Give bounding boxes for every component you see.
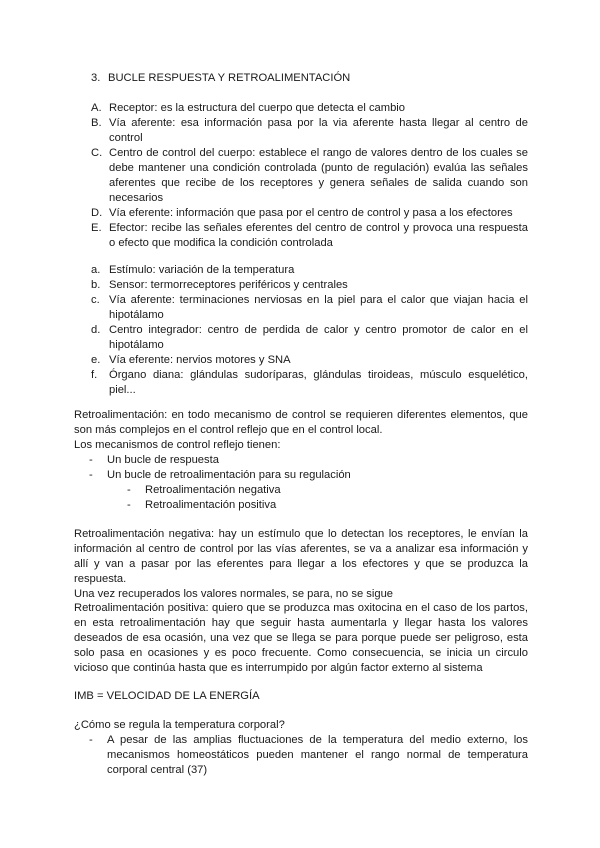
list-item-text: Efector: recibe las señales eferentes del centro de control y provoca una respuesta o efecto que modifica la condición controlada	[109, 222, 528, 249]
list-item-text: Vía eferente: información que pasa por el centro de control y pasa a los efectores	[109, 207, 513, 219]
list-marker: D.	[91, 207, 103, 219]
temperature-section	[74, 718, 528, 778]
list-item-text: Centro integrador: centro de perdida de calor y centro promotor de calor en el hipotálamo	[109, 324, 528, 351]
upper-list	[91, 101, 528, 251]
retro-negativa-text: Retroalimentación negativa: hay un estímulo que lo detectan los receptores, le envían la información al centro de control por las vías aferentes, se va a analizar esa información y allí y van a pasar por las eferentes para llegar a los efectores y que se produzca la respuesta.	[74, 528, 528, 585]
list-item-sensor	[91, 278, 528, 293]
list-marker: e.	[91, 354, 101, 366]
reflex-mechanisms-line: Los mecanismos de control reflejo tienen:	[74, 439, 281, 451]
dash-item-text: Un bucle de retroalimentación para su regulación	[107, 469, 351, 481]
sub-dash-item-text: Retroalimentación positiva	[145, 499, 277, 511]
list-item-text: Receptor: es la estructura del cuerpo que detecta el cambio	[109, 102, 406, 114]
dash-marker: -	[89, 454, 93, 466]
dash-item	[74, 468, 528, 483]
sub-dash-item	[74, 498, 528, 513]
list-item-text: Vía aferente: esa información pasa por la via aferente hasta llegar al centro de control	[109, 117, 528, 144]
temperature-question: ¿Cómo se regula la temperatura corporal?	[74, 719, 285, 731]
imb-line: IMB = VELOCIDAD DE LA ENERGÍA	[74, 690, 260, 702]
dash-marker: -	[127, 484, 131, 496]
retro-negativa-end: Una vez recuperados los valores normales, se para, no se sigue	[74, 588, 394, 600]
list-item-via-eferente	[91, 353, 528, 368]
list-item-efector	[91, 221, 528, 251]
list-item-text: Órgano diana: glándulas sudoríparas, glándulas tiroideas, músculo esquelético, piel...	[109, 369, 528, 396]
list-marker: B.	[91, 117, 102, 129]
list-item-centro-integrador	[91, 323, 528, 353]
dash-item	[74, 453, 528, 468]
list-item-text: Sensor: termorreceptores periféricos y centrales	[109, 279, 348, 291]
list-item-text: Vía aferente: terminaciones nerviosas en la piel para el calor que viajan hacia el hipotálamo	[109, 294, 528, 321]
list-item-organo-diana	[91, 368, 528, 398]
sub-dash-item	[74, 483, 528, 498]
list-item-centro-control	[91, 146, 528, 206]
list-item-via-aferente	[91, 116, 528, 146]
list-item-via-eferente	[91, 206, 528, 221]
dash-item-text: A pesar de las amplias fluctuaciones de la temperatura del medio externo, los mecanismos homeostáticos pueden mantener el rango normal de temperatura corporal central (37)	[107, 734, 528, 776]
list-item-estimulo	[91, 263, 528, 278]
list-marker: d.	[91, 324, 101, 336]
retroalimentacion-section	[74, 408, 528, 513]
retro-positiva-paragraph: Retroalimentación positiva: quiero que se produzca mas oxitocina en el caso de los partos, en esta retroalimentación hay que seguir hasta aumentarla y llegar hasta los valores deseados de esa ocasión, una vez que se llega se para porque puede ser peligroso, esta solo pasa en ocasiones y es poco frecuente. Como consecuencia, se inicia un circulo vicioso que continúa hasta que es interrumpido por algún factor externo al sistema	[74, 602, 528, 674]
retro-negativa-paragraph	[74, 527, 528, 602]
dash-marker: -	[127, 499, 131, 511]
list-marker: A.	[91, 102, 102, 114]
list-item-text: Vía eferente: nervios motores y SNA	[109, 354, 291, 366]
dash-marker: -	[89, 734, 93, 746]
list-marker: c.	[91, 294, 100, 306]
list-marker: b.	[91, 279, 101, 291]
list-item-text: Estímulo: variación de la temperatura	[109, 264, 295, 276]
dash-item-text: Un bucle de respuesta	[107, 454, 219, 466]
section-heading	[91, 71, 350, 86]
list-item-text: Centro de control del cuerpo: establece el rango de valores dentro de los cuales se debe mantener una condición controlada (punto de regulación) evalúa las señales aferentes que recibe de los receptores y genera señales de salida cuando son necesarios	[109, 147, 528, 204]
dash-item	[74, 733, 528, 778]
list-item-receptor	[91, 101, 528, 116]
dash-marker: -	[89, 469, 93, 481]
lower-list	[91, 263, 528, 398]
list-marker: a.	[91, 264, 101, 276]
section-number: 3.	[91, 72, 101, 84]
sub-dash-item-text: Retroalimentación negativa	[145, 484, 281, 496]
list-marker: E.	[91, 222, 102, 234]
list-marker: f.	[91, 369, 98, 381]
retro-intro-paragraph: Retroalimentación: en todo mecanismo de control se requieren diferentes elementos, que son más complejos en el control reflejo que en el control local.	[74, 409, 528, 436]
list-marker: C.	[91, 147, 103, 159]
section-title: BUCLE RESPUESTA Y RETROALIMENTACIÓN	[108, 72, 351, 84]
list-item-via-aferente	[91, 293, 528, 323]
